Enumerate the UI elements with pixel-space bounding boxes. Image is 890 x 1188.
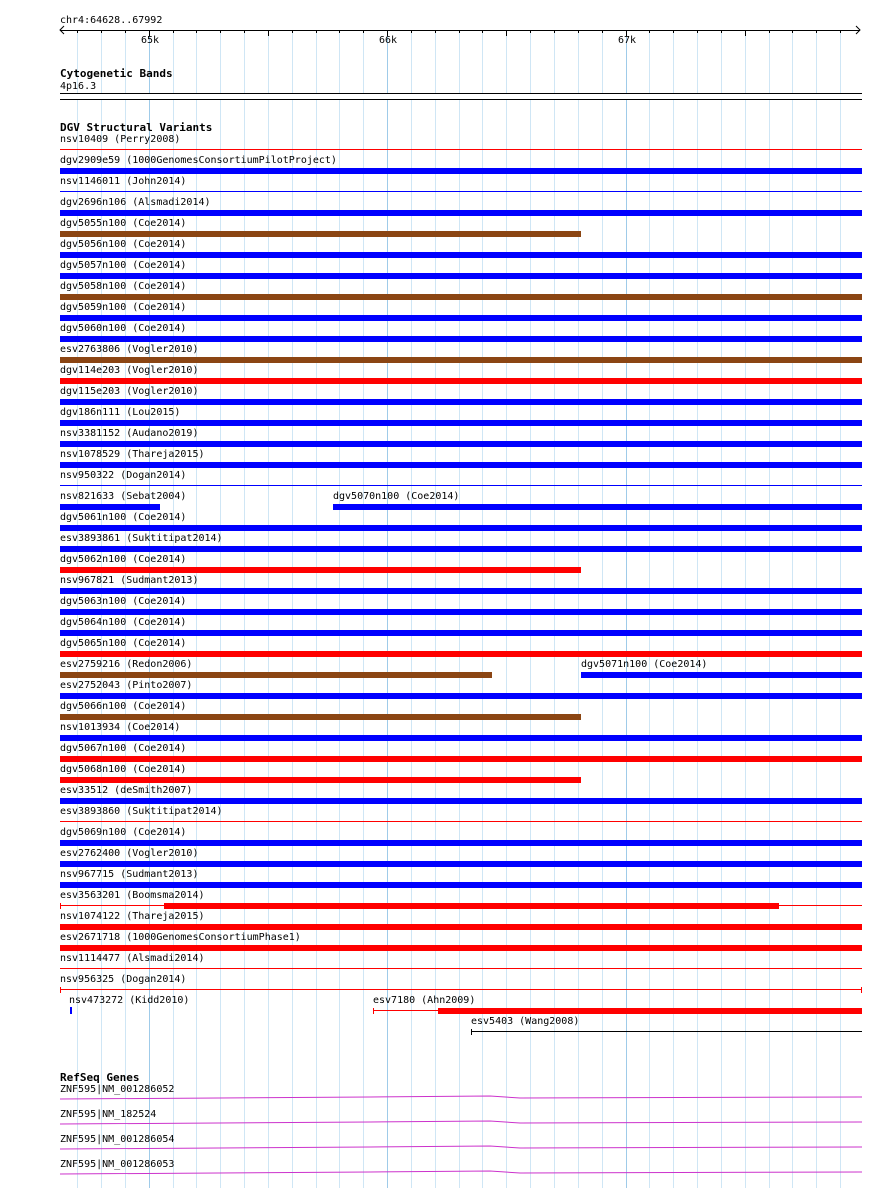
dgv-feature-label: dgv5067n100 (Coe2014) — [60, 743, 187, 754]
refseq-gene-label: ZNF595|NM_182524 — [60, 1109, 157, 1120]
dgv-feature-label: dgv5062n100 (Coe2014) — [60, 554, 187, 565]
dgv-feature-label: dgv114e203 (Vogler2010) — [60, 365, 199, 376]
dgv-feature-label: esv3893860 (Suktitipat2014) — [60, 806, 223, 817]
dgv-feature-label: dgv5061n100 (Coe2014) — [60, 512, 187, 523]
dgv-feature-label: nsv3381152 (Audano2019) — [60, 428, 199, 439]
dgv-feature-label: nsv821633 (Sebat2004) — [60, 491, 187, 502]
dgv-feature-label: dgv5056n100 (Coe2014) — [60, 239, 187, 250]
dgv-feature-label: dgv5066n100 (Coe2014) — [60, 701, 187, 712]
refseq-gene-label: ZNF595|NM_001286054 — [60, 1134, 175, 1145]
dgv-feature-label: dgv5055n100 (Coe2014) — [60, 218, 187, 229]
dgv-feature-label: dgv5070n100 (Coe2014) — [333, 491, 460, 502]
dgv-feature-label: nsv950322 (Dogan2014) — [60, 470, 187, 481]
dgv-feature-label: dgv5058n100 (Coe2014) — [60, 281, 187, 292]
dgv-feature-label: nsv1078529 (Thareja2015) — [60, 449, 205, 460]
dgv-feature-label: nsv1146011 (John2014) — [60, 176, 187, 187]
dgv-feature-label: dgv5063n100 (Coe2014) — [60, 596, 187, 607]
dgv-feature-label: esv2763806 (Vogler2010) — [60, 344, 199, 355]
dgv-feature-label: dgv5069n100 (Coe2014) — [60, 827, 187, 838]
refseq-gene-label: ZNF595|NM_001286053 — [60, 1159, 175, 1170]
dgv-feature-label: esv2671718 (1000GenomesConsortiumPhase1) — [60, 932, 301, 943]
dgv-feature-label: esv33512 (deSmith2007) — [60, 785, 193, 796]
dgv-feature-label: esv2762400 (Vogler2010) — [60, 848, 199, 859]
dgv-feature-label: dgv2696n106 (Alsmadi2014) — [60, 197, 211, 208]
dgv-feature-label: dgv5057n100 (Coe2014) — [60, 260, 187, 271]
dgv-feature-label: nsv967715 (Sudmant2013) — [60, 869, 199, 880]
dgv-feature-label: nsv956325 (Dogan2014) — [60, 974, 187, 985]
dgv-feature-label: nsv10409 (Perry2008) — [60, 134, 181, 145]
dgv-feature-label: dgv115e203 (Vogler2010) — [60, 386, 199, 397]
dgv-feature-label: nsv967821 (Sudmant2013) — [60, 575, 199, 586]
dgv-feature-label: dgv5064n100 (Coe2014) — [60, 617, 187, 628]
dgv-feature-label: dgv5059n100 (Coe2014) — [60, 302, 187, 313]
dgv-feature-label: nsv1074122 (Thareja2015) — [60, 911, 205, 922]
dgv-feature-label: dgv5068n100 (Coe2014) — [60, 764, 187, 775]
ruler-tick-label: 65k — [141, 35, 160, 46]
dgv-feature-label: esv2752043 (Pinto2007) — [60, 680, 193, 691]
dgv-feature-label: dgv5071n100 (Coe2014) — [581, 659, 708, 670]
ruler-tick-label: 66k — [379, 35, 398, 46]
dgv-feature-label: dgv5060n100 (Coe2014) — [60, 323, 187, 334]
locus-label: chr4:64628..67992 — [60, 15, 163, 26]
refseq-gene-label: ZNF595|NM_001286052 — [60, 1084, 175, 1095]
dgv-track-title: DGV Structural Variants — [60, 121, 213, 134]
dgv-feature-label: esv7180 (Ahn2009) — [373, 995, 476, 1006]
ruler-tick-label: 67k — [618, 35, 637, 46]
dgv-feature-label: nsv473272 (Kidd2010) — [69, 995, 190, 1006]
dgv-feature-label: dgv5065n100 (Coe2014) — [60, 638, 187, 649]
dgv-feature-label: esv5403 (Wang2008) — [471, 1016, 580, 1027]
dgv-feature-label: dgv186n111 (Lou2015) — [60, 407, 181, 418]
dgv-feature-label: nsv1114477 (Alsmadi2014) — [60, 953, 205, 964]
dgv-feature-label: esv3893861 (Suktitipat2014) — [60, 533, 223, 544]
dgv-feature-label: nsv1013934 (Coe2014) — [60, 722, 181, 733]
dgv-feature-label: esv2759216 (Redon2006) — [60, 659, 193, 670]
dgv-feature-label: dgv2909e59 (1000GenomesConsortiumPilotProject) — [60, 155, 337, 166]
cytoband-track-title: Cytogenetic Bands — [60, 67, 173, 80]
dgv-feature-label: esv3563201 (Boomsma2014) — [60, 890, 205, 901]
refseq-track-title: RefSeq Genes — [60, 1071, 140, 1084]
cytoband-label: 4p16.3 — [60, 81, 97, 92]
